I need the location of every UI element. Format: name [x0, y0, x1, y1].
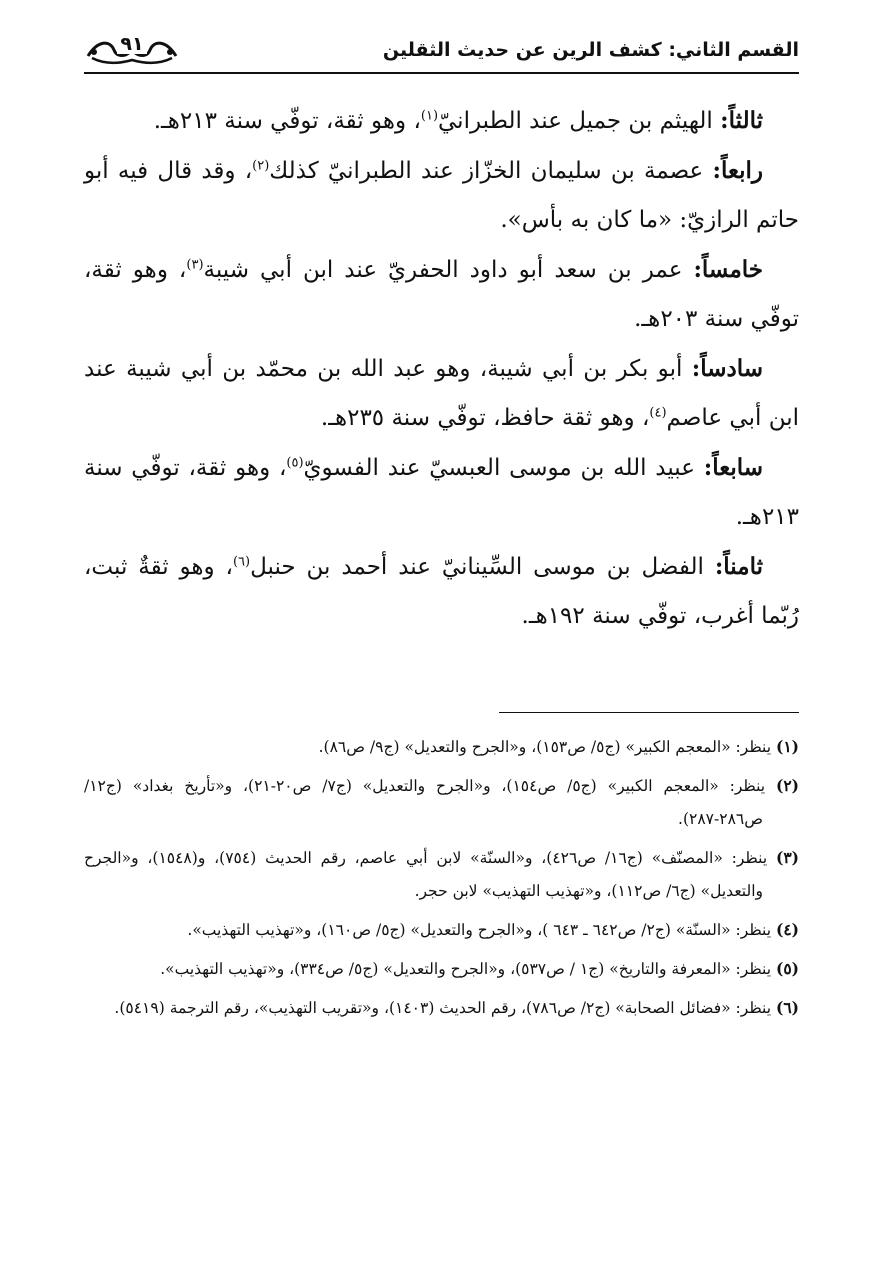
footnote-ref[interactable]: (٥) [286, 455, 304, 471]
footnote-number: (٣) [775, 848, 799, 867]
paragraph-text: ، وهو ثقة، توفّي سنة ٢١٣هـ. [153, 108, 421, 134]
running-title: القسم الثاني: كشف الرين عن حديث الثقلين [382, 39, 799, 61]
footnote [84, 991, 799, 1025]
paragraph-text: الهيثم بن جميل عند الطبرانيّ [438, 108, 721, 134]
footnote-text: ينظر: «فضائل الصحابة» (ج٢/ ص٧٨٦)، رقم الحديث (١٤٠٣)، و«تقريب التهذيب»، رقم الترجمة (٥٤١٩). [114, 999, 772, 1017]
footnote-separator [499, 712, 799, 713]
footnote-ref[interactable]: (٢) [252, 158, 270, 174]
ordinal-label: خامساً: [693, 256, 763, 283]
footnote [84, 952, 799, 986]
paragraph-text: عمر بن سعد أبو داود الحفريّ عند ابن أبي شيبة [203, 257, 694, 283]
paragraph-text: ، وهو ثقة، توفّي سنة ٢٠٣هـ. [84, 257, 799, 332]
ordinal-label: سادساً: [691, 355, 763, 382]
ordinal-label: ثالثاً: [720, 107, 763, 134]
ordinal-label: ثامناً: [714, 553, 763, 580]
footnote [84, 841, 799, 908]
narrator-paragraph [84, 96, 799, 146]
footnotes [84, 730, 799, 1030]
footnote-number: (٢) [775, 776, 799, 795]
page-header [84, 30, 799, 70]
footnote-ref[interactable]: (١) [420, 108, 439, 124]
narrator-paragraph [84, 344, 799, 443]
footnote [84, 730, 799, 764]
footnote-text: ينظر: «المعجم الكبير» (ج٥/ ص١٥٣)، و«الجرح والتعديل» (ج٩/ ص٨٦). [318, 738, 772, 756]
paragraph-text: عبيد الله بن موسى العبسيّ عند الفسويّ [303, 455, 704, 481]
paragraph-text: ، وهو ثقة حافظ، توفّي سنة ٢٣٥هـ. [320, 405, 650, 431]
paragraph-text: ، وهو ثقة، توفّي سنة ٢١٣هـ. [84, 455, 799, 530]
narrator-paragraph [84, 443, 799, 542]
header-rule [84, 72, 799, 74]
page-number: ٩١ [117, 35, 146, 54]
footnote-text: ينظر: «المعجم الكبير» (ج٥/ ص١٥٤)، و«الجرح والتعديل» (ج٧/ ص٢٠-٢١)، و«تأريخ بغداد» (ج١٢/ ص٢٨٦-٢٨٧). [84, 777, 766, 828]
footnote-text: ينظر: «المعرفة والتاريخ» (ج١ / ص٥٣٧)، و«الجرح والتعديل» (ج٥/ ص٣٣٤)، و«تهذيب التهذيب». [160, 960, 772, 978]
paragraph-text: ، وقد قال فيه أبو حاتم الرازيّ: «ما كان به بأس». [84, 158, 799, 233]
ordinal-label: رابعاً: [712, 157, 763, 184]
page-number-ornament [84, 34, 180, 66]
footnote-ref[interactable]: (٦) [232, 554, 251, 570]
footnote-ref[interactable]: (٤) [649, 405, 667, 421]
ordinal-label: سابعاً: [703, 454, 763, 481]
main-text [84, 96, 799, 641]
narrator-paragraph [84, 542, 799, 641]
footnote-text: ينظر: «السنّة» (ج٢/ ص٦٤٢ ـ ٦٤٣ )، و«الجرح والتعديل» (ج٥/ ص١٦٠)، و«تهذيب التهذيب». [187, 921, 772, 939]
footnote-text: ينظر: «المصنّف» (ج١٦/ ص٤٢٦)، و«السنّة» لابن أبي عاصم، رقم الحديث (٧٥٤)، و(١٥٤٨)، و«الجرح والتعديل» (ج٦/ ص١١٢)، و«تهذيب التهذيب» لابن حجر. [84, 849, 768, 900]
paragraph-text: الفضل بن موسى السِّينانيّ عند أحمد بن حنبل [250, 554, 715, 580]
footnote-number: (١) [775, 737, 799, 756]
paragraph-text: أبو بكر بن أبي شيبة، وهو عبد الله بن محمّد بن أبي شيبة عند ابن أبي عاصم [84, 356, 799, 431]
footnote-number: (٥) [775, 959, 799, 978]
narrator-paragraph [84, 146, 799, 245]
narrator-paragraph [84, 245, 799, 344]
paragraph-text: ، وهو ثقةٌ ثبت، رُبّما أغرب، توفّي سنة ١٩٢هـ. [84, 554, 799, 629]
footnote-number: (٤) [775, 920, 799, 939]
footnote-number: (٦) [775, 998, 799, 1017]
footnote [84, 769, 799, 836]
footnote-ref[interactable]: (٣) [186, 257, 204, 273]
paragraph-text: عصمة بن سليمان الخزّاز عند الطبرانيّ كذلك [269, 158, 713, 184]
footnote [84, 913, 799, 947]
